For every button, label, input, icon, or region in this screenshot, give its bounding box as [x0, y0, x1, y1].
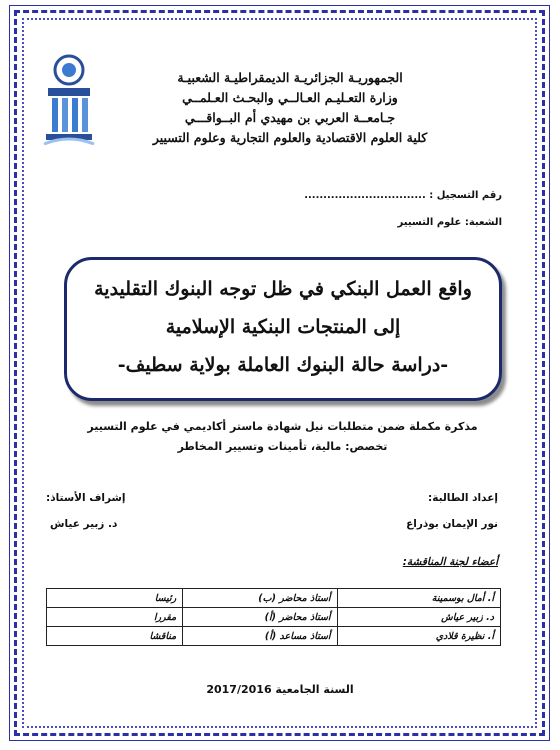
thesis-description: مذكرة مكملة ضمن متطلبات نيل شهادة ماستر أكاديمي في علوم التسيير: [87, 420, 478, 433]
registration-value: ................................: [304, 190, 426, 201]
institution-header: [130, 68, 450, 148]
jury-member-role: مناقشا: [47, 627, 183, 646]
specialization: تخصص: مالية، تأمينات وتسيير المخاطر: [177, 440, 388, 453]
table-row: [47, 589, 501, 608]
jury-member-role: رئيسا: [47, 589, 183, 608]
university-logo-icon: [40, 48, 98, 148]
jury-label: أعضاء لجنة المناقشة:: [402, 556, 498, 568]
branch: [398, 217, 502, 228]
jury-member-rank: أستاذ مساعد (أ): [183, 627, 337, 646]
jury-member-name: أ. نظيرة قلادي: [337, 627, 500, 646]
student-label: إعداد الطالبة:: [428, 492, 498, 504]
faculty-line: كلية العلوم الاقتصادية والعلوم التجارية وعلوم التسيير: [152, 130, 428, 145]
registration-number: [304, 190, 502, 201]
title-line-1: واقع العمل البنكي في ظل توجه البنوك التقليدية: [94, 278, 472, 300]
jury-table: [46, 588, 501, 646]
jury-member-rank: أستاذ محاضر (أ): [183, 608, 337, 627]
ministry-line: وزارة التعـليـم العـالــي والبحـث العـلمــي: [182, 90, 398, 105]
branch-value: علوم التسيير: [397, 217, 462, 228]
supervisor-name: د. زبير عياش: [50, 518, 118, 530]
jury-member-role: مقررا: [47, 608, 183, 627]
academic-year: السنة الجامعية 2017/2016: [206, 683, 354, 696]
republic-line: الجمهوريـة الجزائريـة الديمقراطيـة الشعبيـة: [177, 70, 403, 85]
table-row: [47, 627, 501, 646]
jury-member-rank: أستاذ محاضر (ب): [183, 589, 337, 608]
jury-member-name: أ. أمال بوسمينة: [337, 589, 500, 608]
title-line-2: إلى المنتجات البنكية الإسلامية: [165, 316, 401, 338]
university-line: جـامعــة العربي بن مهيدي أم البــواقـــي: [184, 110, 396, 125]
jury-member-name: د. زبير عياش: [337, 608, 500, 627]
branch-label: الشعبة:: [464, 217, 502, 228]
table-row: [47, 608, 501, 627]
student-name: نور الإيمان بوذراع: [406, 518, 498, 530]
registration-label: رقم التسجيل :: [429, 190, 502, 201]
supervisor-label: إشراف الأستاذ:: [46, 492, 126, 504]
thesis-title-box: [64, 257, 502, 401]
title-line-3: -دراسة حالة البنوك العاملة بولاية سطيف-: [117, 354, 449, 376]
